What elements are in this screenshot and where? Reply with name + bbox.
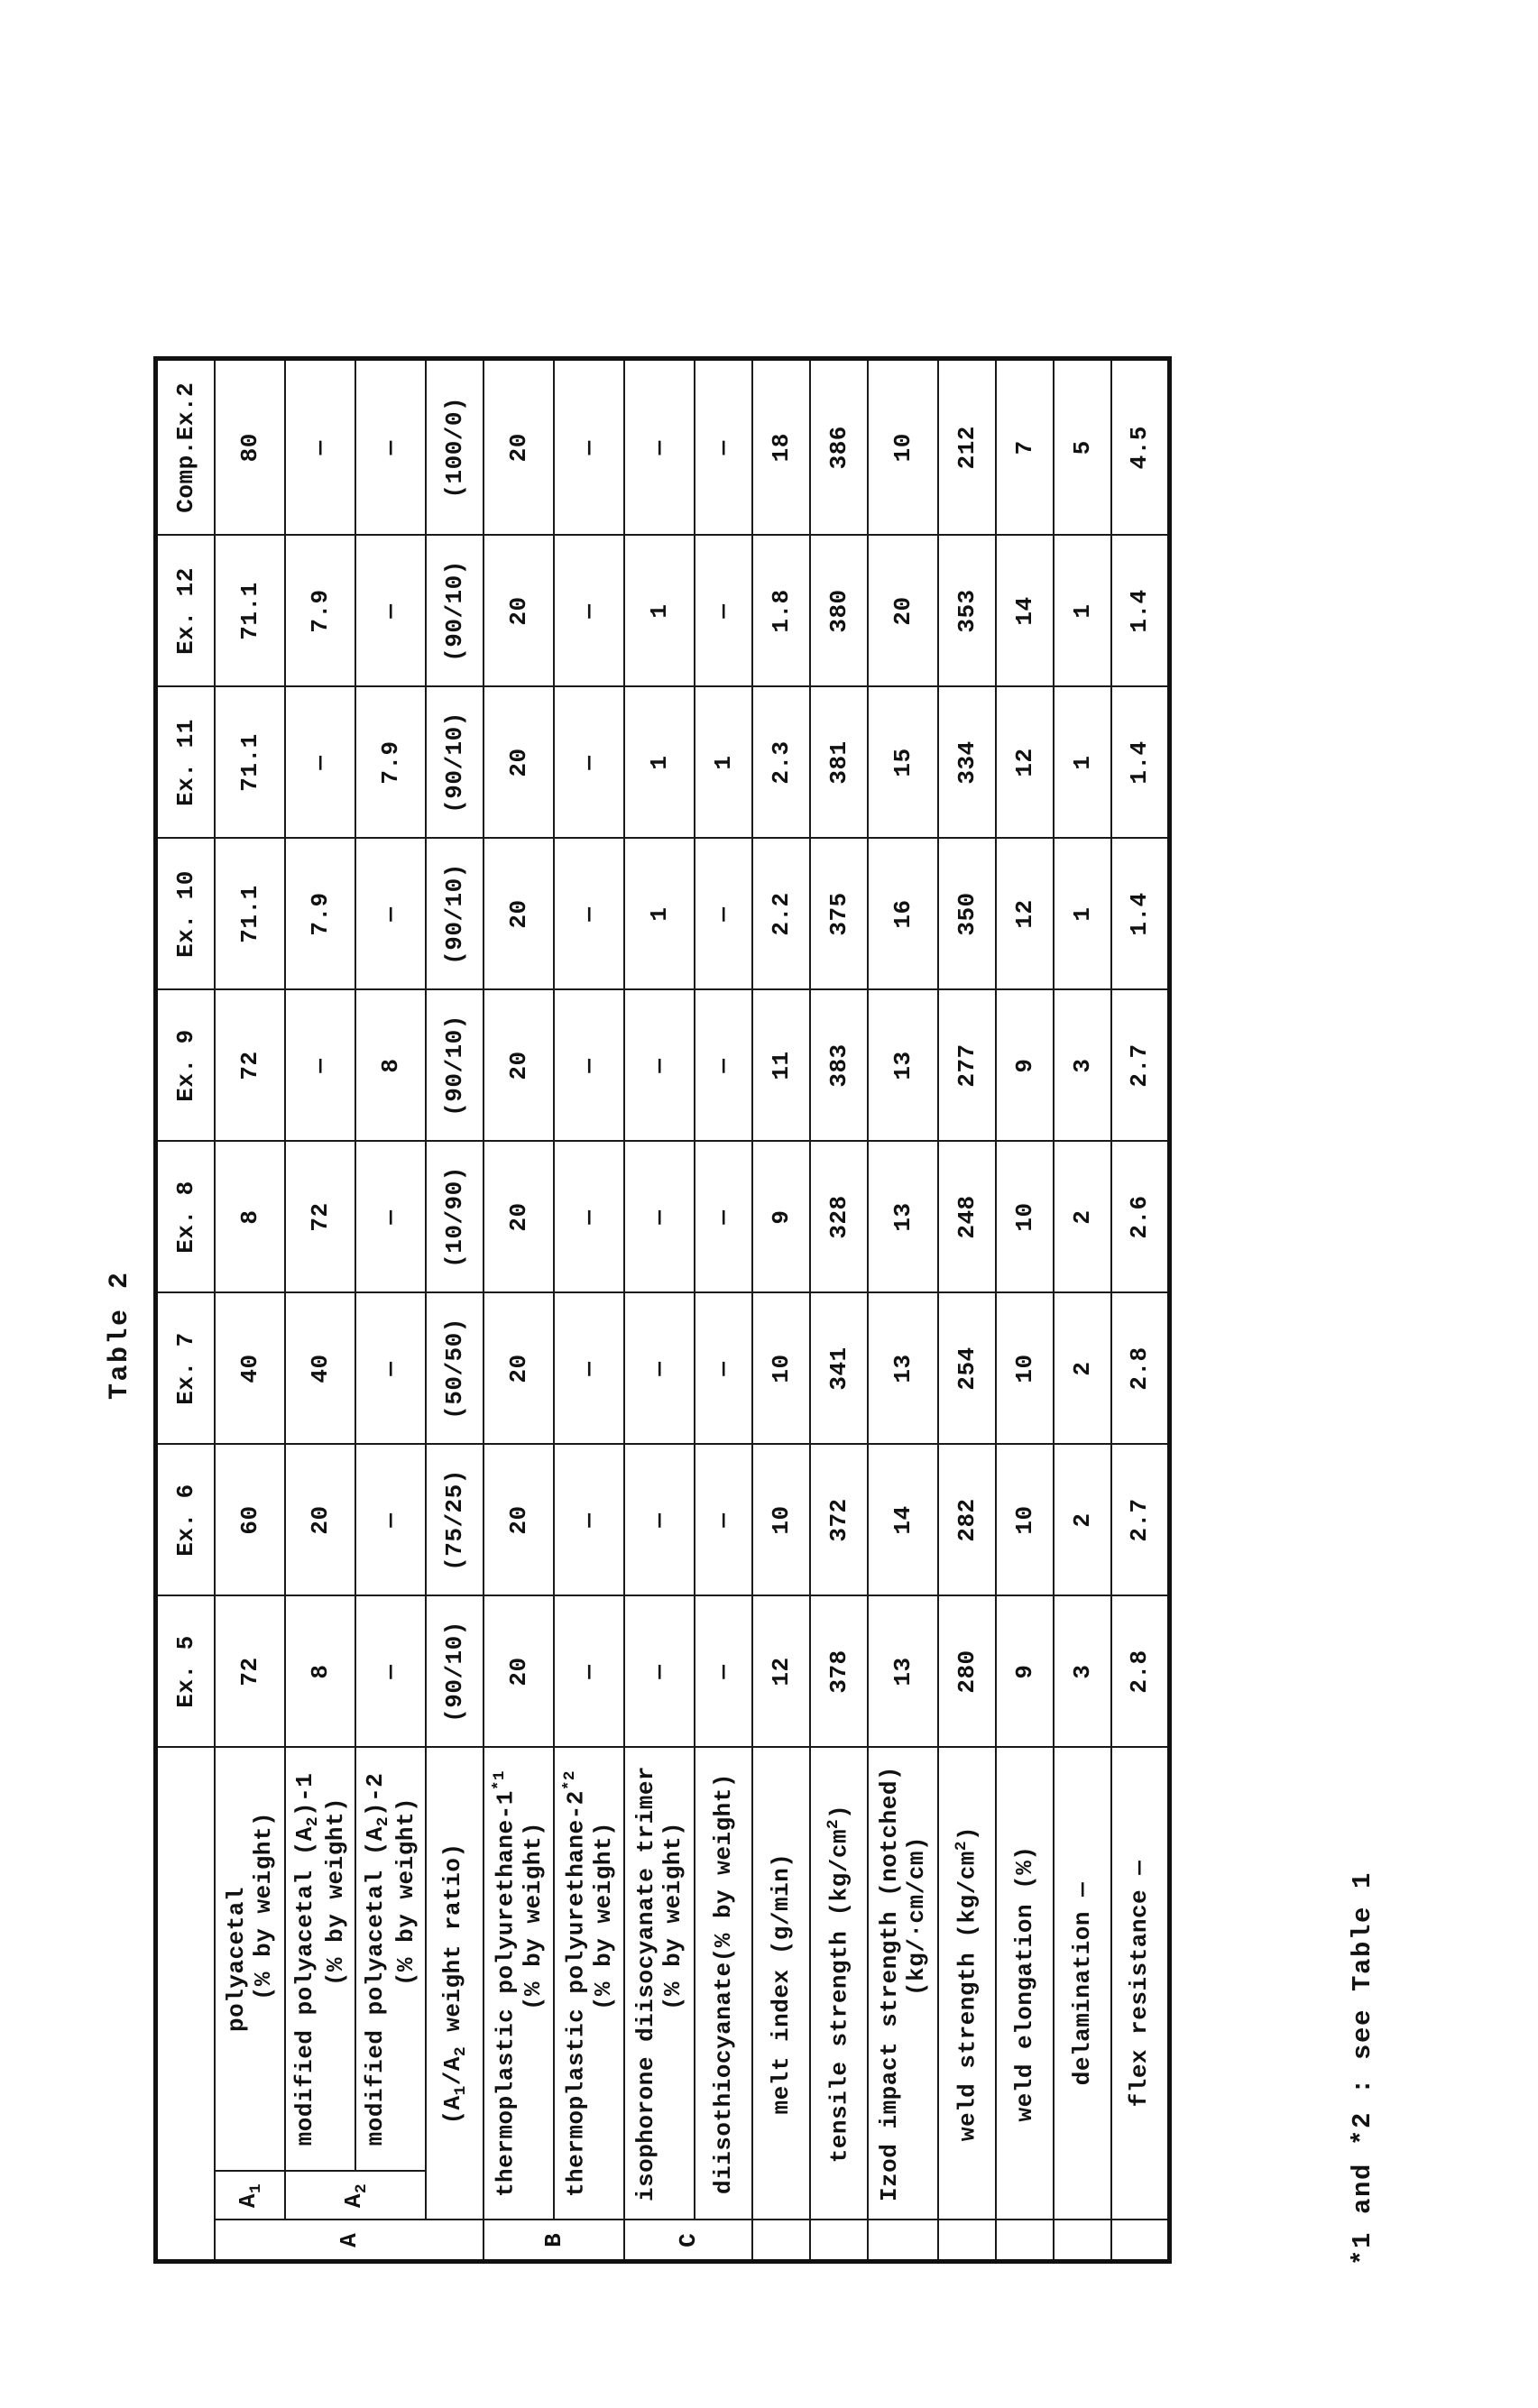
cell-izod-impact-strength-ex-7: 13 — [868, 1293, 938, 1445]
cell-tpu-2-ex-7: — — [554, 1293, 624, 1445]
cell-modified-polyacetal-2-comp-ex-2: — — [355, 359, 426, 536]
cell-melt-index-ex-12: 1.8 — [752, 536, 810, 687]
cell-melt-index-ex-7: 10 — [752, 1293, 810, 1445]
cell-weld-elongation-ex-7: 10 — [996, 1293, 1054, 1445]
group-label-empty — [1054, 2220, 1111, 2262]
table-row — [426, 359, 484, 2262]
row-label-flex-resistance: flex resistance — — [1111, 1748, 1169, 2220]
cell-weld-strength-ex-11: 334 — [938, 687, 996, 839]
table-corner-cell — [156, 1748, 216, 2262]
cell-flex-resistance-ex-5: 2.8 — [1111, 1596, 1169, 1748]
cell-a1-a2-ratio-ex-11: (90/10) — [426, 687, 484, 839]
cell-modified-polyacetal-1-ex-6: 20 — [285, 1445, 355, 1596]
group-label-b: B — [484, 2220, 624, 2262]
table-row — [996, 359, 1054, 2262]
cell-weld-strength-ex-10: 350 — [938, 839, 996, 990]
cell-weld-elongation-ex-11: 12 — [996, 687, 1054, 839]
row-label-ipdi-trimer: isophorone diisocyanate trimer (% by weight) — [624, 1748, 695, 2220]
cell-tpu-2-ex-12: — — [554, 536, 624, 687]
cell-tpu-2-ex-8: — — [554, 1142, 624, 1293]
table-row — [554, 359, 624, 2262]
cell-ipdi-trimer-ex-12: 1 — [624, 536, 695, 687]
cell-weld-strength-ex-6: 282 — [938, 1445, 996, 1596]
cell-weld-elongation-ex-8: 10 — [996, 1142, 1054, 1293]
group-label-empty — [996, 2220, 1054, 2262]
cell-modified-polyacetal-2-ex-6: — — [355, 1445, 426, 1596]
cell-weld-strength-ex-12: 353 — [938, 536, 996, 687]
cell-tensile-strength-ex-10: 375 — [810, 839, 868, 990]
cell-tpu-1-ex-5: 20 — [484, 1596, 554, 1748]
column-header-5: Ex. 9 — [156, 990, 216, 1142]
cell-delamination-ex-10: 1 — [1054, 839, 1111, 990]
cell-melt-index-ex-11: 2.3 — [752, 687, 810, 839]
cell-izod-impact-strength-ex-11: 15 — [868, 687, 938, 839]
cell-polyacetal-comp-ex-2: 80 — [215, 359, 285, 536]
row-label-weld-strength: weld strength $(kg/cm^2)$ — [938, 1748, 996, 2220]
cell-weld-strength-comp-ex-2: 212 — [938, 359, 996, 536]
cell-melt-index-ex-9: 11 — [752, 990, 810, 1142]
cell-polyacetal-ex-6: 60 — [215, 1445, 285, 1596]
sub-label-a1: $A_1$ — [215, 2172, 285, 2220]
row-label-modified-polyacetal-2: modified polyacetal $(A_2)-2$ (% by weight) — [355, 1748, 426, 2172]
cell-melt-index-ex-6: 10 — [752, 1445, 810, 1596]
cell-delamination-ex-7: 2 — [1054, 1293, 1111, 1445]
cell-a1-a2-ratio-comp-ex-2: (100/0) — [426, 359, 484, 536]
cell-tpu-1-ex-9: 20 — [484, 990, 554, 1142]
cell-delamination-ex-9: 3 — [1054, 990, 1111, 1142]
cell-modified-polyacetal-2-ex-9: 8 — [355, 990, 426, 1142]
table-title: Table 2 — [105, 1270, 135, 1400]
cell-weld-elongation-ex-12: 14 — [996, 536, 1054, 687]
cell-flex-resistance-ex-10: 1.4 — [1111, 839, 1169, 990]
sub-label-a2: $A_2$ — [285, 2172, 426, 2220]
cell-tpu-2-ex-6: — — [554, 1445, 624, 1596]
table-row — [355, 359, 426, 2262]
table-row — [752, 359, 810, 2262]
cell-a1-a2-ratio-ex-8: (10/90) — [426, 1142, 484, 1293]
cell-modified-polyacetal-1-ex-8: 72 — [285, 1142, 355, 1293]
cell-izod-impact-strength-ex-8: 13 — [868, 1142, 938, 1293]
cell-diisothiocyanate-ex-9: — — [695, 990, 752, 1142]
column-header-8: Ex. 12 — [156, 536, 216, 687]
cell-diisothiocyanate-ex-10: — — [695, 839, 752, 990]
table-row — [938, 359, 996, 2262]
cell-izod-impact-strength-ex-12: 20 — [868, 536, 938, 687]
cell-delamination-ex-8: 2 — [1054, 1142, 1111, 1293]
table-row — [624, 359, 695, 2262]
row-label-tpu-2: thermoplastic polyurethane-2$^{*2}$ (% by weight) — [554, 1748, 624, 2220]
column-header-3: Ex. 7 — [156, 1293, 216, 1445]
table-row — [868, 359, 938, 2262]
group-label-empty — [1111, 2220, 1169, 2262]
cell-flex-resistance-ex-11: 1.4 — [1111, 687, 1169, 839]
cell-polyacetal-ex-7: 40 — [215, 1293, 285, 1445]
cell-weld-elongation-ex-5: 9 — [996, 1596, 1054, 1748]
cell-delamination-ex-6: 2 — [1054, 1445, 1111, 1596]
cell-polyacetal-ex-11: 71.1 — [215, 687, 285, 839]
cell-modified-polyacetal-1-ex-7: 40 — [285, 1293, 355, 1445]
cell-modified-polyacetal-1-ex-12: 7.9 — [285, 536, 355, 687]
cell-modified-polyacetal-2-ex-7: — — [355, 1293, 426, 1445]
cell-modified-polyacetal-2-ex-10: — — [355, 839, 426, 990]
row-label-modified-polyacetal-1: modified polyacetal $(A_2)-1$ (% by weight) — [285, 1748, 355, 2172]
cell-modified-polyacetal-1-ex-11: — — [285, 687, 355, 839]
cell-delamination-ex-5: 3 — [1054, 1596, 1111, 1748]
group-label-a: A — [215, 2220, 484, 2262]
cell-diisothiocyanate-comp-ex-2: — — [695, 359, 752, 536]
cell-weld-elongation-comp-ex-2: 7 — [996, 359, 1054, 536]
cell-tpu-2-ex-10: — — [554, 839, 624, 990]
cell-diisothiocyanate-ex-8: — — [695, 1142, 752, 1293]
cell-modified-polyacetal-1-ex-10: 7.9 — [285, 839, 355, 990]
row-label-diisothiocyanate: diisothiocyanate(% by weight) — [695, 1748, 752, 2220]
table-row — [215, 359, 285, 2262]
cell-diisothiocyanate-ex-12: — — [695, 536, 752, 687]
table-row — [1111, 359, 1169, 2262]
cell-flex-resistance-ex-9: 2.7 — [1111, 990, 1169, 1142]
cell-tpu-2-comp-ex-2: — — [554, 359, 624, 536]
cell-a1-a2-ratio-ex-9: (90/10) — [426, 990, 484, 1142]
column-header-6: Ex. 10 — [156, 839, 216, 990]
cell-ipdi-trimer-ex-11: 1 — [624, 687, 695, 839]
cell-tpu-2-ex-5: — — [554, 1596, 624, 1748]
cell-tpu-1-ex-12: 20 — [484, 536, 554, 687]
cell-modified-polyacetal-1-ex-5: 8 — [285, 1596, 355, 1748]
table-row — [1054, 359, 1111, 2262]
cell-weld-elongation-ex-10: 12 — [996, 839, 1054, 990]
column-header-2: Ex. 6 — [156, 1445, 216, 1596]
cell-tpu-1-ex-11: 20 — [484, 687, 554, 839]
cell-a1-a2-ratio-ex-6: (75/25) — [426, 1445, 484, 1596]
cell-weld-strength-ex-8: 248 — [938, 1142, 996, 1293]
cell-a1-a2-ratio-ex-12: (90/10) — [426, 536, 484, 687]
group-label-empty — [810, 2220, 868, 2262]
cell-melt-index-comp-ex-2: 18 — [752, 359, 810, 536]
column-header-9: Comp.Ex.2 — [156, 359, 216, 536]
cell-ipdi-trimer-ex-8: — — [624, 1142, 695, 1293]
group-label-empty — [752, 2220, 810, 2262]
cell-weld-strength-ex-9: 277 — [938, 990, 996, 1142]
cell-modified-polyacetal-1-comp-ex-2: — — [285, 359, 355, 536]
cell-modified-polyacetal-1-ex-9: — — [285, 990, 355, 1142]
table-footnote: *1 and *2 : see Table 1 — [1348, 1870, 1377, 2266]
cell-a1-a2-ratio-ex-7: (50/50) — [426, 1293, 484, 1445]
cell-melt-index-ex-10: 2.2 — [752, 839, 810, 990]
cell-ipdi-trimer-ex-7: — — [624, 1293, 695, 1445]
row-label-delamination: delamination — — [1054, 1748, 1111, 2220]
cell-flex-resistance-ex-7: 2.8 — [1111, 1293, 1169, 1445]
cell-diisothiocyanate-ex-11: 1 — [695, 687, 752, 839]
cell-delamination-ex-12: 1 — [1054, 536, 1111, 687]
column-header-7: Ex. 11 — [156, 687, 216, 839]
properties-table — [153, 356, 1172, 2264]
cell-tpu-1-ex-6: 20 — [484, 1445, 554, 1596]
cell-izod-impact-strength-ex-10: 16 — [868, 839, 938, 990]
cell-polyacetal-ex-10: 71.1 — [215, 839, 285, 990]
cell-izod-impact-strength-ex-5: 13 — [868, 1596, 938, 1748]
row-label-weld-elongation: weld elongation (%) — [996, 1748, 1054, 2220]
table-body — [156, 359, 1170, 2262]
column-header-4: Ex. 8 — [156, 1142, 216, 1293]
cell-tensile-strength-ex-7: 341 — [810, 1293, 868, 1445]
cell-polyacetal-ex-12: 71.1 — [215, 536, 285, 687]
cell-tensile-strength-ex-8: 328 — [810, 1142, 868, 1293]
cell-tpu-2-ex-11: — — [554, 687, 624, 839]
row-label-melt-index: melt index (g/min) — [752, 1748, 810, 2220]
cell-tensile-strength-ex-12: 380 — [810, 536, 868, 687]
cell-a1-a2-ratio-ex-5: (90/10) — [426, 1596, 484, 1748]
table-row — [810, 359, 868, 2262]
cell-tensile-strength-ex-9: 383 — [810, 990, 868, 1142]
cell-izod-impact-strength-ex-6: 14 — [868, 1445, 938, 1596]
cell-weld-elongation-ex-9: 9 — [996, 990, 1054, 1142]
cell-tpu-1-ex-7: 20 — [484, 1293, 554, 1445]
cell-flex-resistance-comp-ex-2: 4.5 — [1111, 359, 1169, 536]
cell-diisothiocyanate-ex-5: — — [695, 1596, 752, 1748]
row-label-izod-impact-strength: Izod impact strength (notched) (kg/·cm/cm) — [868, 1748, 938, 2220]
cell-flex-resistance-ex-12: 1.4 — [1111, 536, 1169, 687]
cell-weld-elongation-ex-6: 10 — [996, 1445, 1054, 1596]
cell-ipdi-trimer-ex-5: — — [624, 1596, 695, 1748]
table-row — [285, 359, 355, 2262]
cell-flex-resistance-ex-8: 2.6 — [1111, 1142, 1169, 1293]
cell-diisothiocyanate-ex-6: — — [695, 1445, 752, 1596]
cell-tensile-strength-ex-11: 381 — [810, 687, 868, 839]
table-header-row — [156, 359, 216, 2262]
cell-ipdi-trimer-ex-9: — — [624, 990, 695, 1142]
cell-polyacetal-ex-5: 72 — [215, 1596, 285, 1748]
cell-izod-impact-strength-comp-ex-2: 10 — [868, 359, 938, 536]
cell-modified-polyacetal-2-ex-8: — — [355, 1142, 426, 1293]
cell-weld-strength-ex-5: 280 — [938, 1596, 996, 1748]
row-label-tpu-1: thermoplastic polyurethane-1$^{*1}$ (% by weight) — [484, 1748, 554, 2220]
cell-tpu-1-comp-ex-2: 20 — [484, 359, 554, 536]
cell-flex-resistance-ex-6: 2.7 — [1111, 1445, 1169, 1596]
group-label-c: C — [624, 2220, 752, 2262]
cell-modified-polyacetal-2-ex-5: — — [355, 1596, 426, 1748]
table-row — [695, 359, 752, 2262]
cell-modified-polyacetal-2-ex-11: 7.9 — [355, 687, 426, 839]
cell-delamination-comp-ex-2: 5 — [1054, 359, 1111, 536]
cell-diisothiocyanate-ex-7: — — [695, 1293, 752, 1445]
cell-tpu-1-ex-10: 20 — [484, 839, 554, 990]
table-row — [484, 359, 554, 2262]
cell-polyacetal-ex-9: 72 — [215, 990, 285, 1142]
cell-tensile-strength-ex-6: 372 — [810, 1445, 868, 1596]
cell-tpu-2-ex-9: — — [554, 990, 624, 1142]
group-label-empty — [868, 2220, 938, 2262]
cell-tpu-1-ex-8: 20 — [484, 1142, 554, 1293]
cell-delamination-ex-11: 1 — [1054, 687, 1111, 839]
column-header-1: Ex. 5 — [156, 1596, 216, 1748]
cell-ipdi-trimer-ex-10: 1 — [624, 839, 695, 990]
row-label-tensile-strength: tensile strength $(kg/cm^2)$ — [810, 1748, 868, 2220]
cell-tensile-strength-comp-ex-2: 386 — [810, 359, 868, 536]
cell-a1-a2-ratio-ex-10: (90/10) — [426, 839, 484, 990]
cell-polyacetal-ex-8: 8 — [215, 1142, 285, 1293]
cell-izod-impact-strength-ex-9: 13 — [868, 990, 938, 1142]
cell-modified-polyacetal-2-ex-12: — — [355, 536, 426, 687]
cell-melt-index-ex-5: 12 — [752, 1596, 810, 1748]
cell-ipdi-trimer-ex-6: — — [624, 1445, 695, 1596]
cell-melt-index-ex-8: 9 — [752, 1142, 810, 1293]
group-label-empty — [938, 2220, 996, 2262]
cell-weld-strength-ex-7: 254 — [938, 1293, 996, 1445]
cell-tensile-strength-ex-5: 378 — [810, 1596, 868, 1748]
cell-ipdi-trimer-comp-ex-2: — — [624, 359, 695, 536]
row-label-a1-a2-ratio: ($A_1/A_2$ weight ratio) — [426, 1748, 484, 2220]
row-label-polyacetal: polyacetal (% by weight) — [215, 1748, 285, 2172]
